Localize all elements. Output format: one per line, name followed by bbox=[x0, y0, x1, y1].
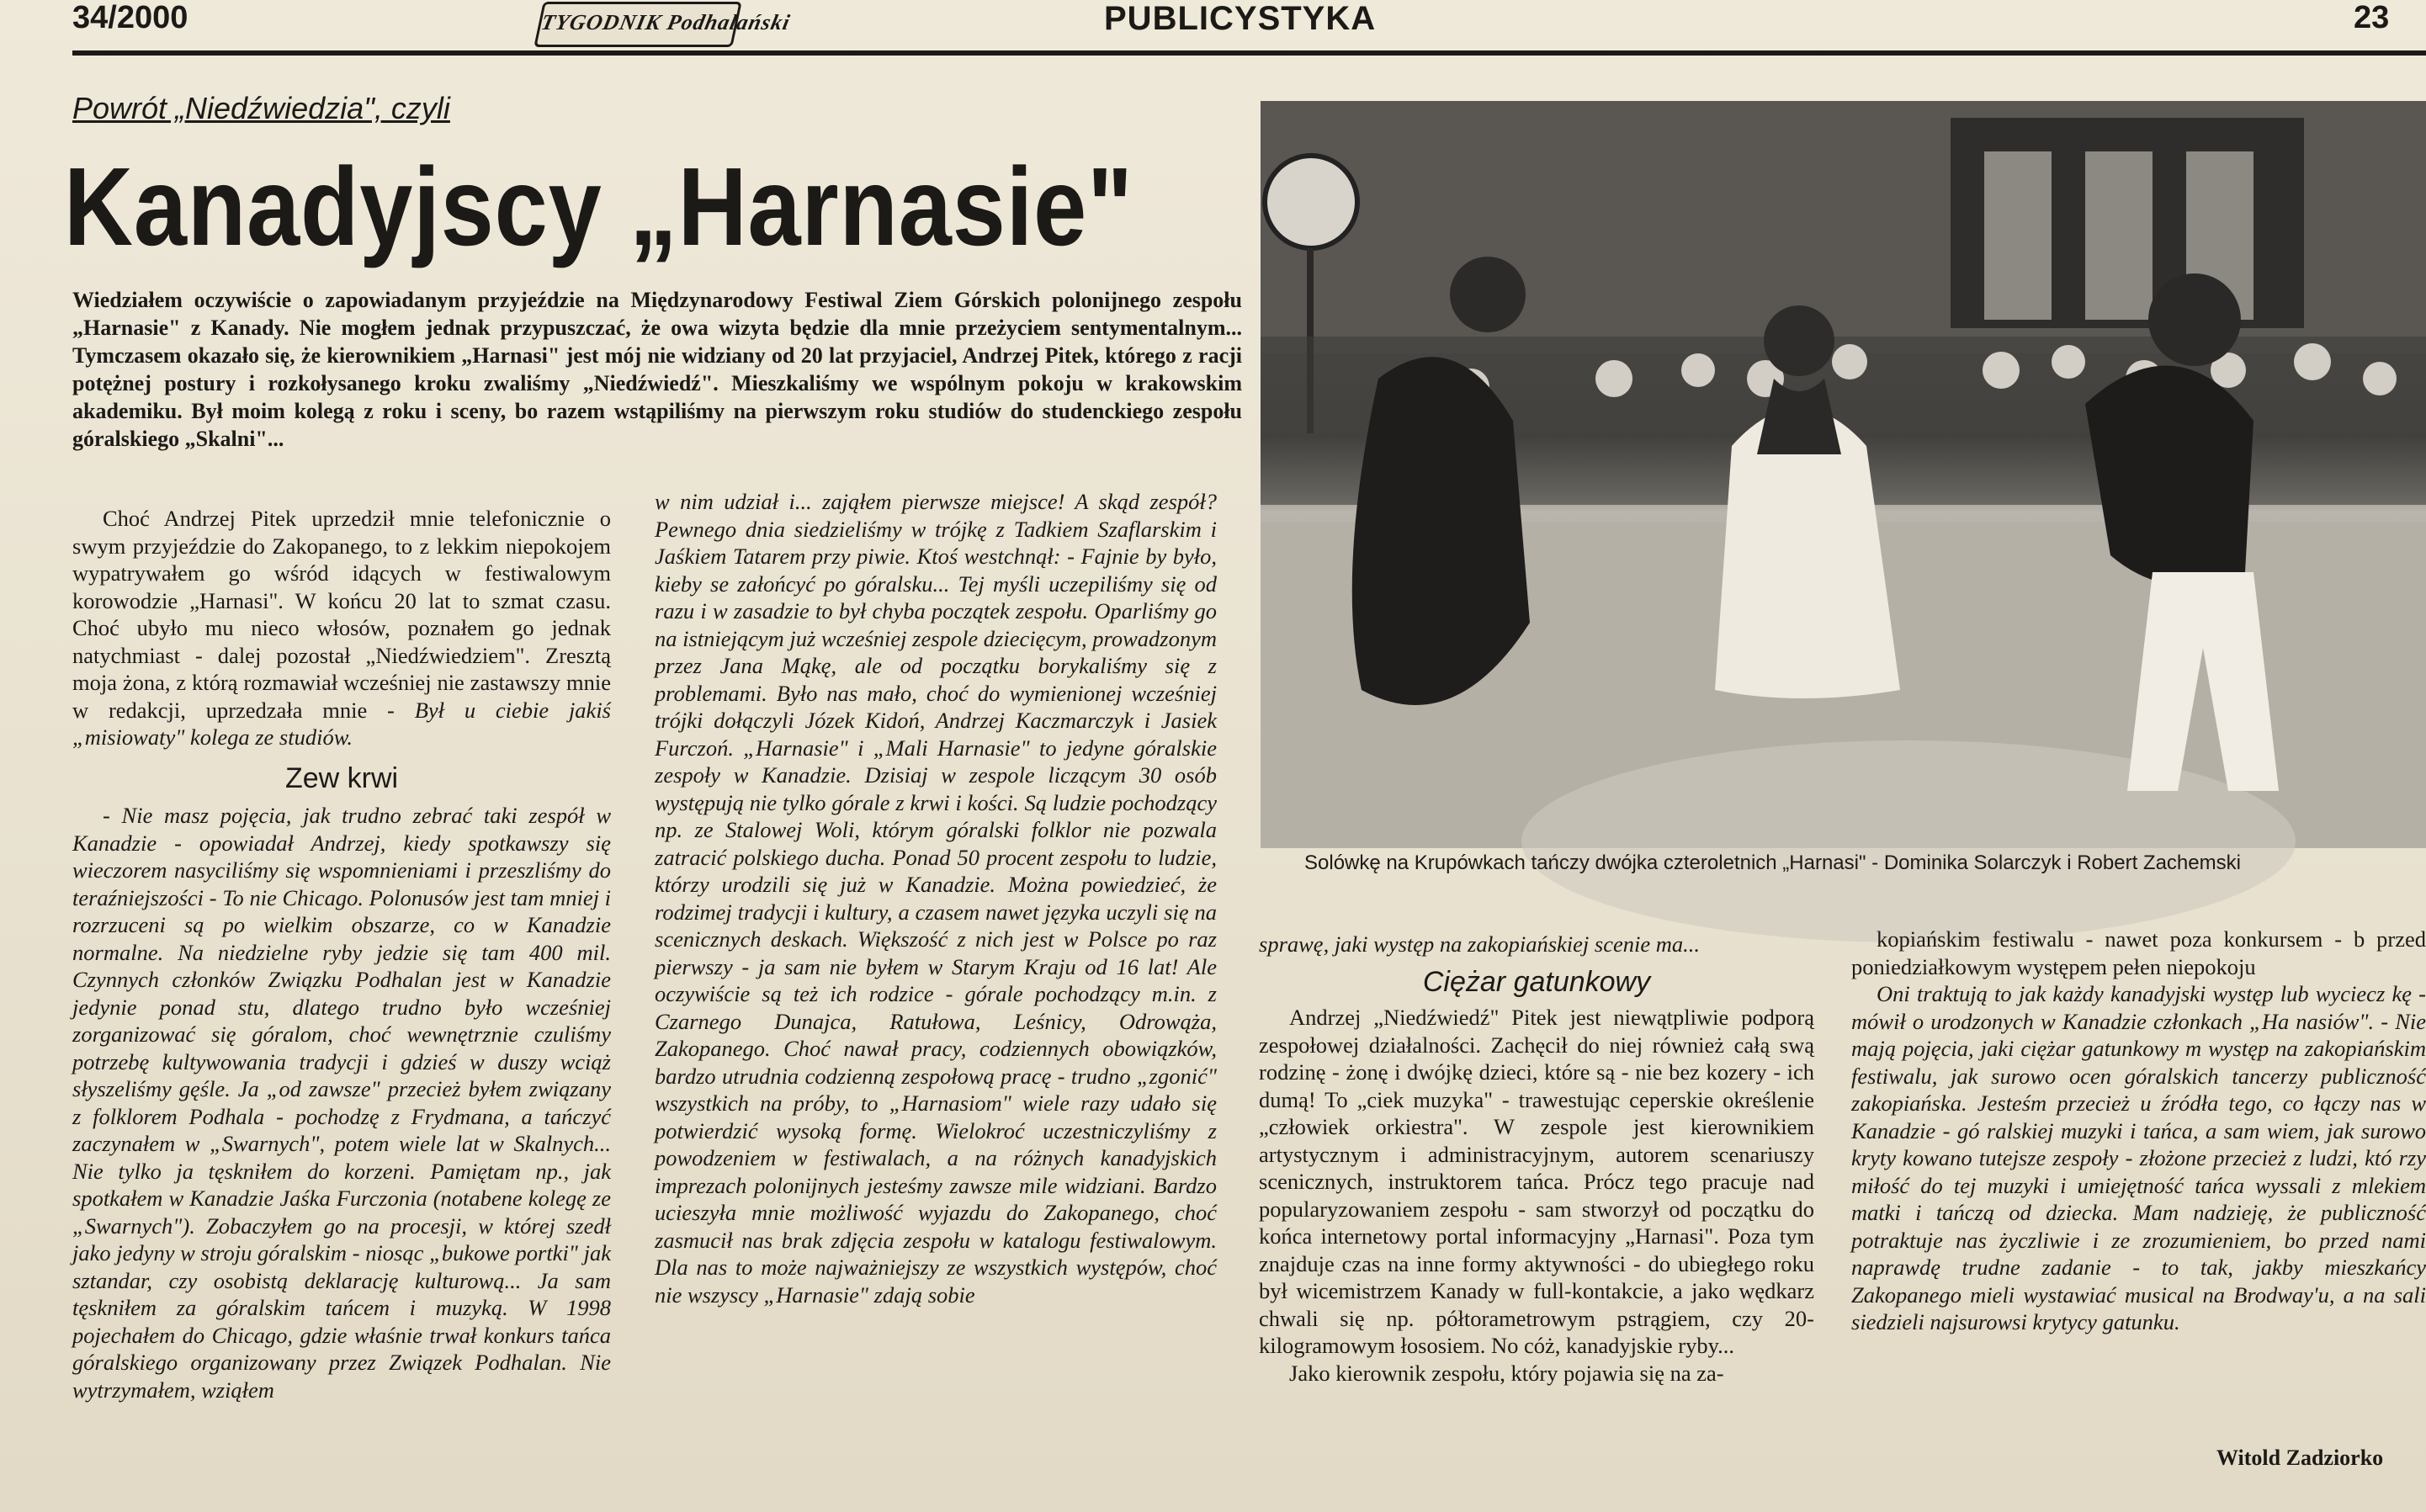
paragraph: w nim udział i... zająłem pierwsze miejsce! A skąd zespół? Pewnego dnia siedzieliśmy w trójkę z Tadkiem Szaflarskim i Jaśkiem Tatarem przy piwie. Ktoś westchnął: - Fajnie by było, kieby se załońcyć po góralsku... Tej myśli uczepiliśmy się od razu i w zasadzie to był chyba początek zespołu. Oparliśmy go na istniejącym już wcześniej zespole dziecięcym, prowadzonym przez Jana Mąkę, ale od początku borykaliśmy się z problemami. Było nas mało, choć do wymienionej wcześniej trójki dołączyli Józek Kidoń, Andrzej Kaczmarczyk i Jasiek Furczoń. „Harnasie" i „Mali Harnasie" to jedyne góralskie zespoły w Kanadzie. Dzisiaj w zespole liczącym 30 osób występują nie tylko górale z krwi i kości. Są ludzie pochodzący np. ze Stalowej Woli, którym góralski folklor nie pozwala zatracić polskiego ducha. Ponad 50 procent zespołu to ludzie, którzy urodzili się już w Kanadzie. Można powiedzieć, że rodzimej tradycji i kultury, a czasem nawet języka uczyli się na scenicznych deskach. Większość z nich jest w Polsce po raz pierwszy - ja sam nie byłem w Starym Kraju od 16 lat! Ale oczywiście są też ich rodzice - górale pochodzący m.in. z Czarnego Dunajca, Ratułowa, Leśnicy, Odrowąża, Zakopanego. Choć nawał pracy, codziennych obowiązków, bardzo utrudnia codzienną zespołową pracę - trudno „zgonić" wszystkich na próby, to „Harnasiom" wiele razy udało się potwierdzić wysoką formę. Wielokroć uczestniczyliśmy z powodzeniem w festiwalach, a na różnych kanadyjskich imprezach polonijnych jesteśmy zawsze mile widziani. Bardzo ucieszyła mnie możliwość wyjazdu do Zakopanego, choć zasmucił nas brak zdjęcia zespołu w katalogu festiwalowym. Dla nas to może najważniejszy ze wszystkich występów, choć nie wszyscy „Harnasie" zdają sobie bbox=[655, 489, 1218, 1308]
paragraph: Jako kierownik zespołu, który pojawia się na za- bbox=[1289, 1360, 1724, 1386]
section-title: PUBLICYSTYKA bbox=[1104, 0, 1377, 37]
paragraph: kopiańskim festiwalu - nawet poza konkursem - b przed poniedziałkowym występem pełen niepokoju bbox=[1851, 926, 2426, 979]
article-title: Kanadyjscy „Harnasie" bbox=[64, 145, 1133, 268]
dancers-photo bbox=[1261, 101, 2426, 848]
paragraph: Oni traktują to jak każdy kanadyjski występ lub wyciecz kę - mówił o urodzonych w Kanadzie członkach „Ha nasiów". - Nie mają pojęcia, jaki ciężar gatunkowy m występ na zakopiańskim festiwalu, jak surowo ocen góralskich tancerzy publiczność zakopiańska. Jesteśm przecież u źródła tego, co łączy nas w Kanadzie - gó ralskiej muzyki i tańca, a sam wiem, jak surowo kryty kowano tutejsze zespoły - złożone przecież z ludzi, któ rzy miłość do tej muzyki i umiejętność tańca wyssali z mlekiem matki i tańczą od dziecka. Mam nadzieję, że publiczność potraktuje nas życzliwie i ze zrozumieniem, bo przed nami naprawdę trudne zadanie - to tak, jakby mieszkańcy Zakopanego mieli wystawiać musical na Brodway'u, a na sali siedzieli najsurowsi krytycy gatunku. bbox=[1851, 981, 2426, 1334]
paragraph: - Nie masz pojęcia, jak trudno zebrać taki zespół w Kanadzie - opowiadał Andrzej, kiedy spotkawszy się wieczorem nasyciliśmy się wspomnieniami i przeszliśmy do teraźniejszości - To nie Chicago. Polonusów jest tam mniej i rozrzuceni są po wielkim obszarze, co w Kanadzie normalne. Na niedzielne ryby jedzie się tam 400 mil. Czynnych członków Związku Podhalan jest w Kanadzie jedynie ponad stu, dlatego trudno było wcześniej zorganizować się góralom, choć wewnętrznie czuliśmy potrzebę kultywowania tradycji i gdzieś w duszy wciąż słyszeliśmy gęśle. Ja „od zawsze" przecież byłem związany z folklorem Podhala - pochodzę z Frydmana, a tańczyć zaczynałem w „Swarnych", potem wiele lat w Skalnych... Nie tylko ja tęskniłem do korzeni. Pamiętam np., jak spotkałem w Kanadzie Jaśka Furczonia (notabene kolegę ze „Swarnych"). Zobaczyłem go na procesji, w której szedł jako jedyny w stroju góralskim - niosąc „bukowe portki" jak sztandar, czy osobistą deklarację kulturową... Ja sam tęskniłem za góralskim tańcem i muzyką. W 1998 pojechałem do Chicago, gdzie właśnie trwał konkurs tańca góralskiego organizowany przez Związek Podhalan. Nie wytrzymałem, wziąłem bbox=[72, 803, 611, 1403]
article-kicker: Powrót „Niedźwiedzia", czyli bbox=[72, 91, 450, 125]
paragraph: Andrzej „Niedźwiedź" Pitek jest niewątpliwie podporą zespołowej działalności. Zachęcił do niej również całą swą rodzinę - żonę i dwójkę dzieci, które są - nie bez kozery - ich dumą! To „ciek muzyka" - trawestując ceperskie określenie „człowiek orkiestra". W zespole jest kierownikiem artystycznym i administracyjnym, autorem scenariuszy scenicznych, instruktorem tańca. Prócz tego pracuje nad popularyzowaniem zespołu - sam stworzył od początku do końca internetowy portal informacyjny „Harnasi". Poza tym znajduje czas na inne formy aktywności - do ubiegłego roku był wicemistrzem Kanady w full-kontakcie, a jako wędkarz chwali się np. półtorametrowym pstrągiem, czy 20-kilogramowym łososiem. No cóż, kanadyjskie ryby... bbox=[1259, 1005, 1814, 1358]
paragraph-quote: Był u ciebie jakiś „misiowaty" kolega ze studiów. bbox=[72, 697, 611, 750]
column-3 bbox=[1259, 931, 1814, 1387]
subheading-zew-krwi: Zew krwi bbox=[284, 761, 399, 794]
article-lead: Wiedziałem oczywiście o zapowiadanym przyjeździe na Międzynarodowy Festiwal Ziem Górskich polonijnego zespołu „Harnasie" z Kanady. Nie mogłem jednak przypuszczać, że owa wizyta będzie dla mnie przeżyciem sentymentalnym... Tymczasem okazało się, że kierownikiem „Harnasi" jest mój nie widziany od 20 lat przyjaciel, Andrzej Pitek, którego z racji potężnej postury i rozkołysanego kroku zwaliśmy „Niedźwiedź". Mieszkaliśmy we wspólnym pokoju w krakowskim akademiku. Był moim kolegą z roku i sceny, bo razem wstąpiliśmy na pierwszym roku studiów do studenckiego zespołu góralskiego „Skalni"... bbox=[72, 288, 1242, 451]
author-signature: Witold Zadziorko bbox=[2216, 1446, 2384, 1470]
page-number: 23 bbox=[2354, 0, 2390, 35]
photo-caption: Solówkę na Krupówkach tańczy dwójka czteroletnich „Harnasi" - Dominika Solarczyk i Robert Zachemski bbox=[1304, 851, 2241, 874]
paragraph bbox=[72, 505, 611, 751]
subheading-ciezar-gatunkowy: Ciężar gatunkowy bbox=[1422, 965, 1651, 998]
column-1 bbox=[72, 505, 611, 1403]
photo-image bbox=[1261, 101, 2426, 848]
header-rule bbox=[72, 50, 2426, 56]
column-2 bbox=[655, 488, 1217, 1308]
paragraph-text: Choć Andrzej Pitek uprzedził mnie telefonicznie o swym przyjeździe do Zakopanego, to z lekkim niepokojem wypatrywałem go wśród idących w festiwalowym korowodzie „Harnasi". W końcu 20 lat to szmat czasu. Choć ubyło mu nieco włosów, poznałem go jednak natychmiast - dalej pozostał „Niedźwiedziem". Zresztą moja żona, z którą rozmawiał wcześniej nie zastawszy mnie w redakcji, uprzedzała mnie - bbox=[72, 506, 611, 723]
paragraph: sprawę, jaki występ na zakopiańskiej scenie ma... bbox=[1259, 931, 1701, 957]
issue-number: 34/2000 bbox=[72, 0, 188, 35]
newspaper-logo bbox=[534, 2, 793, 47]
column-4 bbox=[1851, 926, 2426, 1430]
logo-text: TYGODNIK Podhalański bbox=[539, 10, 793, 34]
